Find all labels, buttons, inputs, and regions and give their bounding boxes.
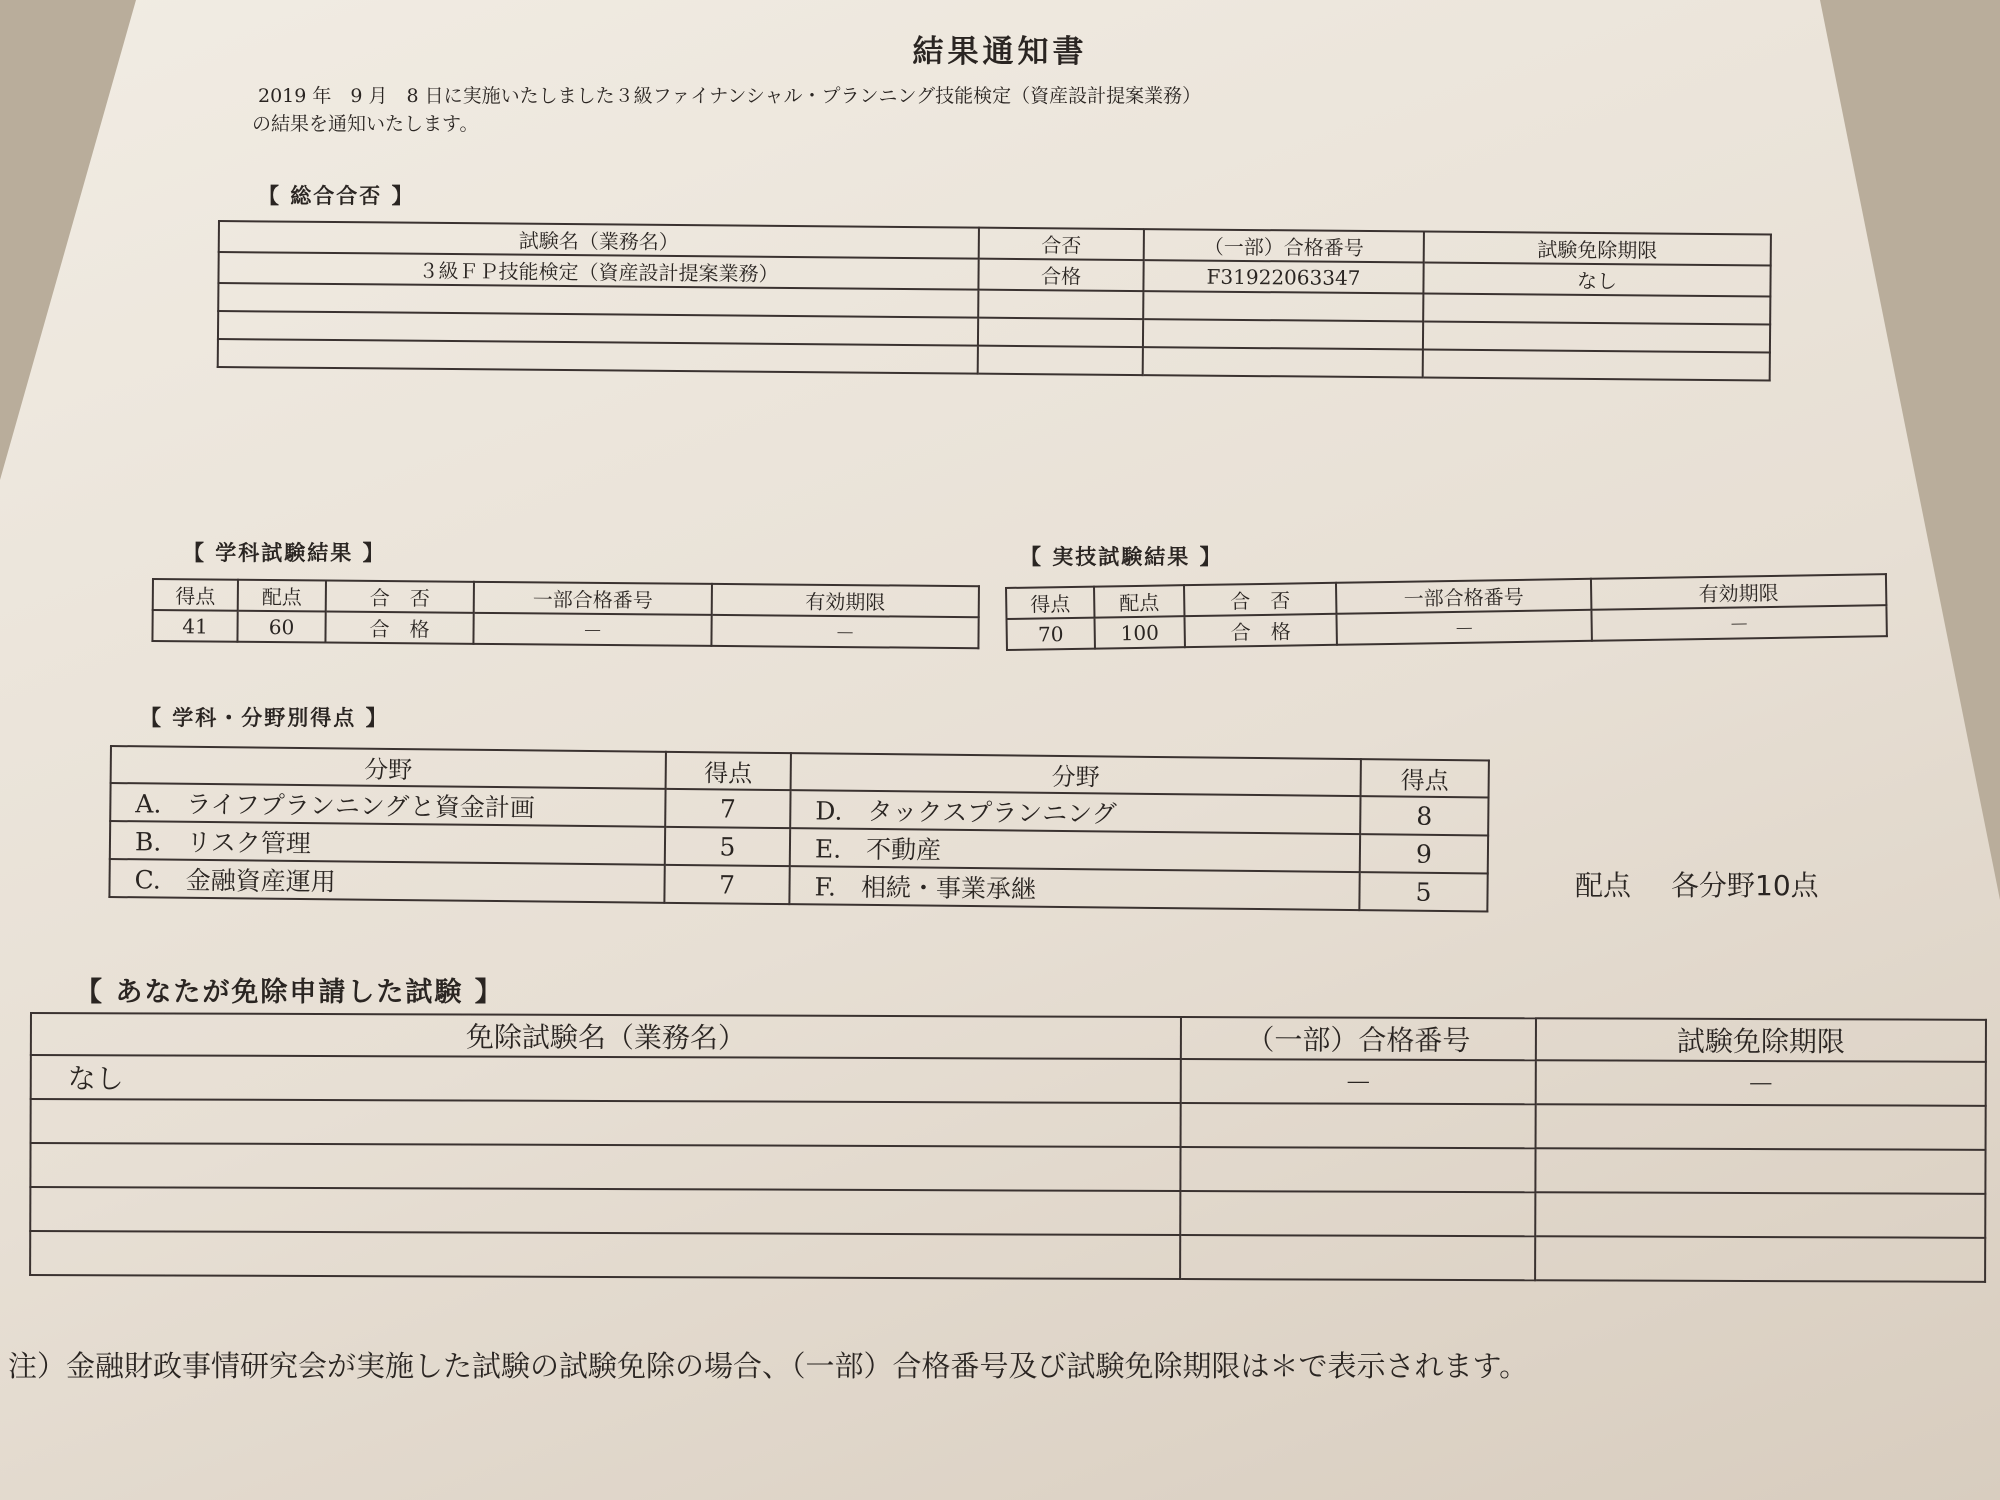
- intro-line-1: 2019 年 9 月 8 日に実施いたしました３級ファイナンシャル・プランニング技能検定（資産設計提案業務）: [258, 85, 1202, 107]
- header-valid-period: 有効期限: [1591, 574, 1886, 610]
- document-title: 結果通知書: [912, 34, 1088, 70]
- exempt-header-row: [31, 1013, 1986, 1062]
- header-pass-number: （一部）合格番号: [1181, 1017, 1536, 1060]
- gakka-partial-pass-number: －: [473, 613, 711, 646]
- field-e-score: 9: [1360, 834, 1488, 873]
- header-valid-period: 有効期限: [712, 584, 979, 617]
- exam-name: ３級ＦＰ技能検定（資産設計提案業務）: [218, 252, 978, 290]
- footnote: 注）金融財政事情研究会が実施した試験の試験免除の場合、（一部）合格番号及び試験免除期限は＊で表示されます。: [8, 1349, 1529, 1383]
- gakka-table: [151, 578, 980, 649]
- exempt-table: [29, 1012, 1987, 1283]
- blank-row: [30, 1187, 1985, 1238]
- jitsugi-score: 70: [1007, 618, 1095, 650]
- header-score-right: 得点: [1361, 759, 1489, 797]
- max-score-note: [1575, 864, 1819, 904]
- field-d: D. タックスプランニング: [790, 790, 1360, 834]
- gakka-score: 41: [152, 610, 237, 642]
- header-exemption-period: 試験免除期限: [1424, 232, 1771, 266]
- jitsugi-heading: 【 実技試験結果 】: [1020, 545, 1223, 569]
- field-f: F. 相続・事業承継: [789, 866, 1359, 910]
- exempt-period: －: [1536, 1060, 1986, 1106]
- jitsugi-table: [1005, 573, 1888, 651]
- exam-result: 合格: [978, 259, 1143, 291]
- header-exam-name: 試験名（業務名）: [219, 221, 979, 259]
- gakka-valid-period: －: [711, 615, 978, 648]
- fields-table: [108, 745, 1490, 912]
- field-c-score: 7: [664, 865, 789, 904]
- jitsugi-max-score: 100: [1094, 616, 1184, 648]
- field-d-score: 8: [1360, 796, 1488, 835]
- gakka-result: 合 格: [325, 612, 473, 644]
- header-exempt-exam-name: 免除試験名（業務名）: [31, 1013, 1181, 1059]
- field-b-score: 5: [665, 827, 790, 866]
- overall-table: [217, 220, 1772, 382]
- header-field-left: 分野: [111, 746, 666, 789]
- header-pass-number: （一部）合格番号: [1144, 229, 1424, 262]
- blank-row: [30, 1143, 1985, 1194]
- header-field-right: 分野: [791, 753, 1361, 796]
- blank-row: [30, 1231, 1985, 1282]
- exemption-period: なし: [1423, 263, 1770, 297]
- gakka-max-score: 60: [237, 611, 325, 643]
- max-score-label: 配点: [1575, 869, 1632, 902]
- header-score: 得点: [1006, 587, 1094, 619]
- jitsugi-valid-period: －: [1591, 605, 1886, 641]
- header-result: 合否: [979, 228, 1144, 260]
- intro-text: [252, 82, 1698, 138]
- max-score-value: 各分野10点: [1671, 869, 1819, 902]
- header-score-left: 得点: [666, 752, 791, 790]
- exempt-row: [31, 1055, 1986, 1106]
- overall-heading: 【 総合合否 】: [258, 184, 415, 208]
- jitsugi-result: 合 格: [1184, 614, 1336, 647]
- field-f-score: 5: [1359, 872, 1487, 911]
- jitsugi-partial-pass-number: －: [1336, 610, 1591, 645]
- exempt-pass-number: －: [1181, 1059, 1536, 1104]
- exempt-heading: 【 あなたが免除申請した試験 】: [75, 977, 504, 1008]
- header-exemption-period: 試験免除期限: [1536, 1018, 1986, 1062]
- gakka-row: [152, 610, 978, 648]
- pass-number: F31922063347: [1143, 260, 1423, 293]
- header-max-score: 配点: [1094, 585, 1184, 617]
- header-score: 得点: [153, 579, 238, 611]
- field-c: C. 金融資産運用: [109, 859, 664, 903]
- header-partial-pass-number: 一部合格番号: [1336, 579, 1591, 614]
- field-e: E. 不動産: [790, 828, 1360, 872]
- header-result: 合 否: [326, 581, 474, 613]
- blank-row: [31, 1099, 1986, 1150]
- field-b: B. リスク管理: [110, 821, 665, 865]
- header-result: 合 否: [1184, 583, 1336, 616]
- exempt-exam-name: なし: [31, 1055, 1181, 1103]
- field-a-score: 7: [665, 789, 790, 828]
- gakka-heading: 【 学科試験結果 】: [183, 541, 386, 565]
- intro-line-2: の結果を通知いたします。: [252, 113, 479, 135]
- header-max-score: 配点: [238, 580, 326, 612]
- header-partial-pass-number: 一部合格番号: [474, 582, 712, 615]
- field-a: A. ライフプランニングと資金計画: [110, 783, 665, 827]
- fields-heading: 【 学科・分野別得点 】: [140, 706, 389, 730]
